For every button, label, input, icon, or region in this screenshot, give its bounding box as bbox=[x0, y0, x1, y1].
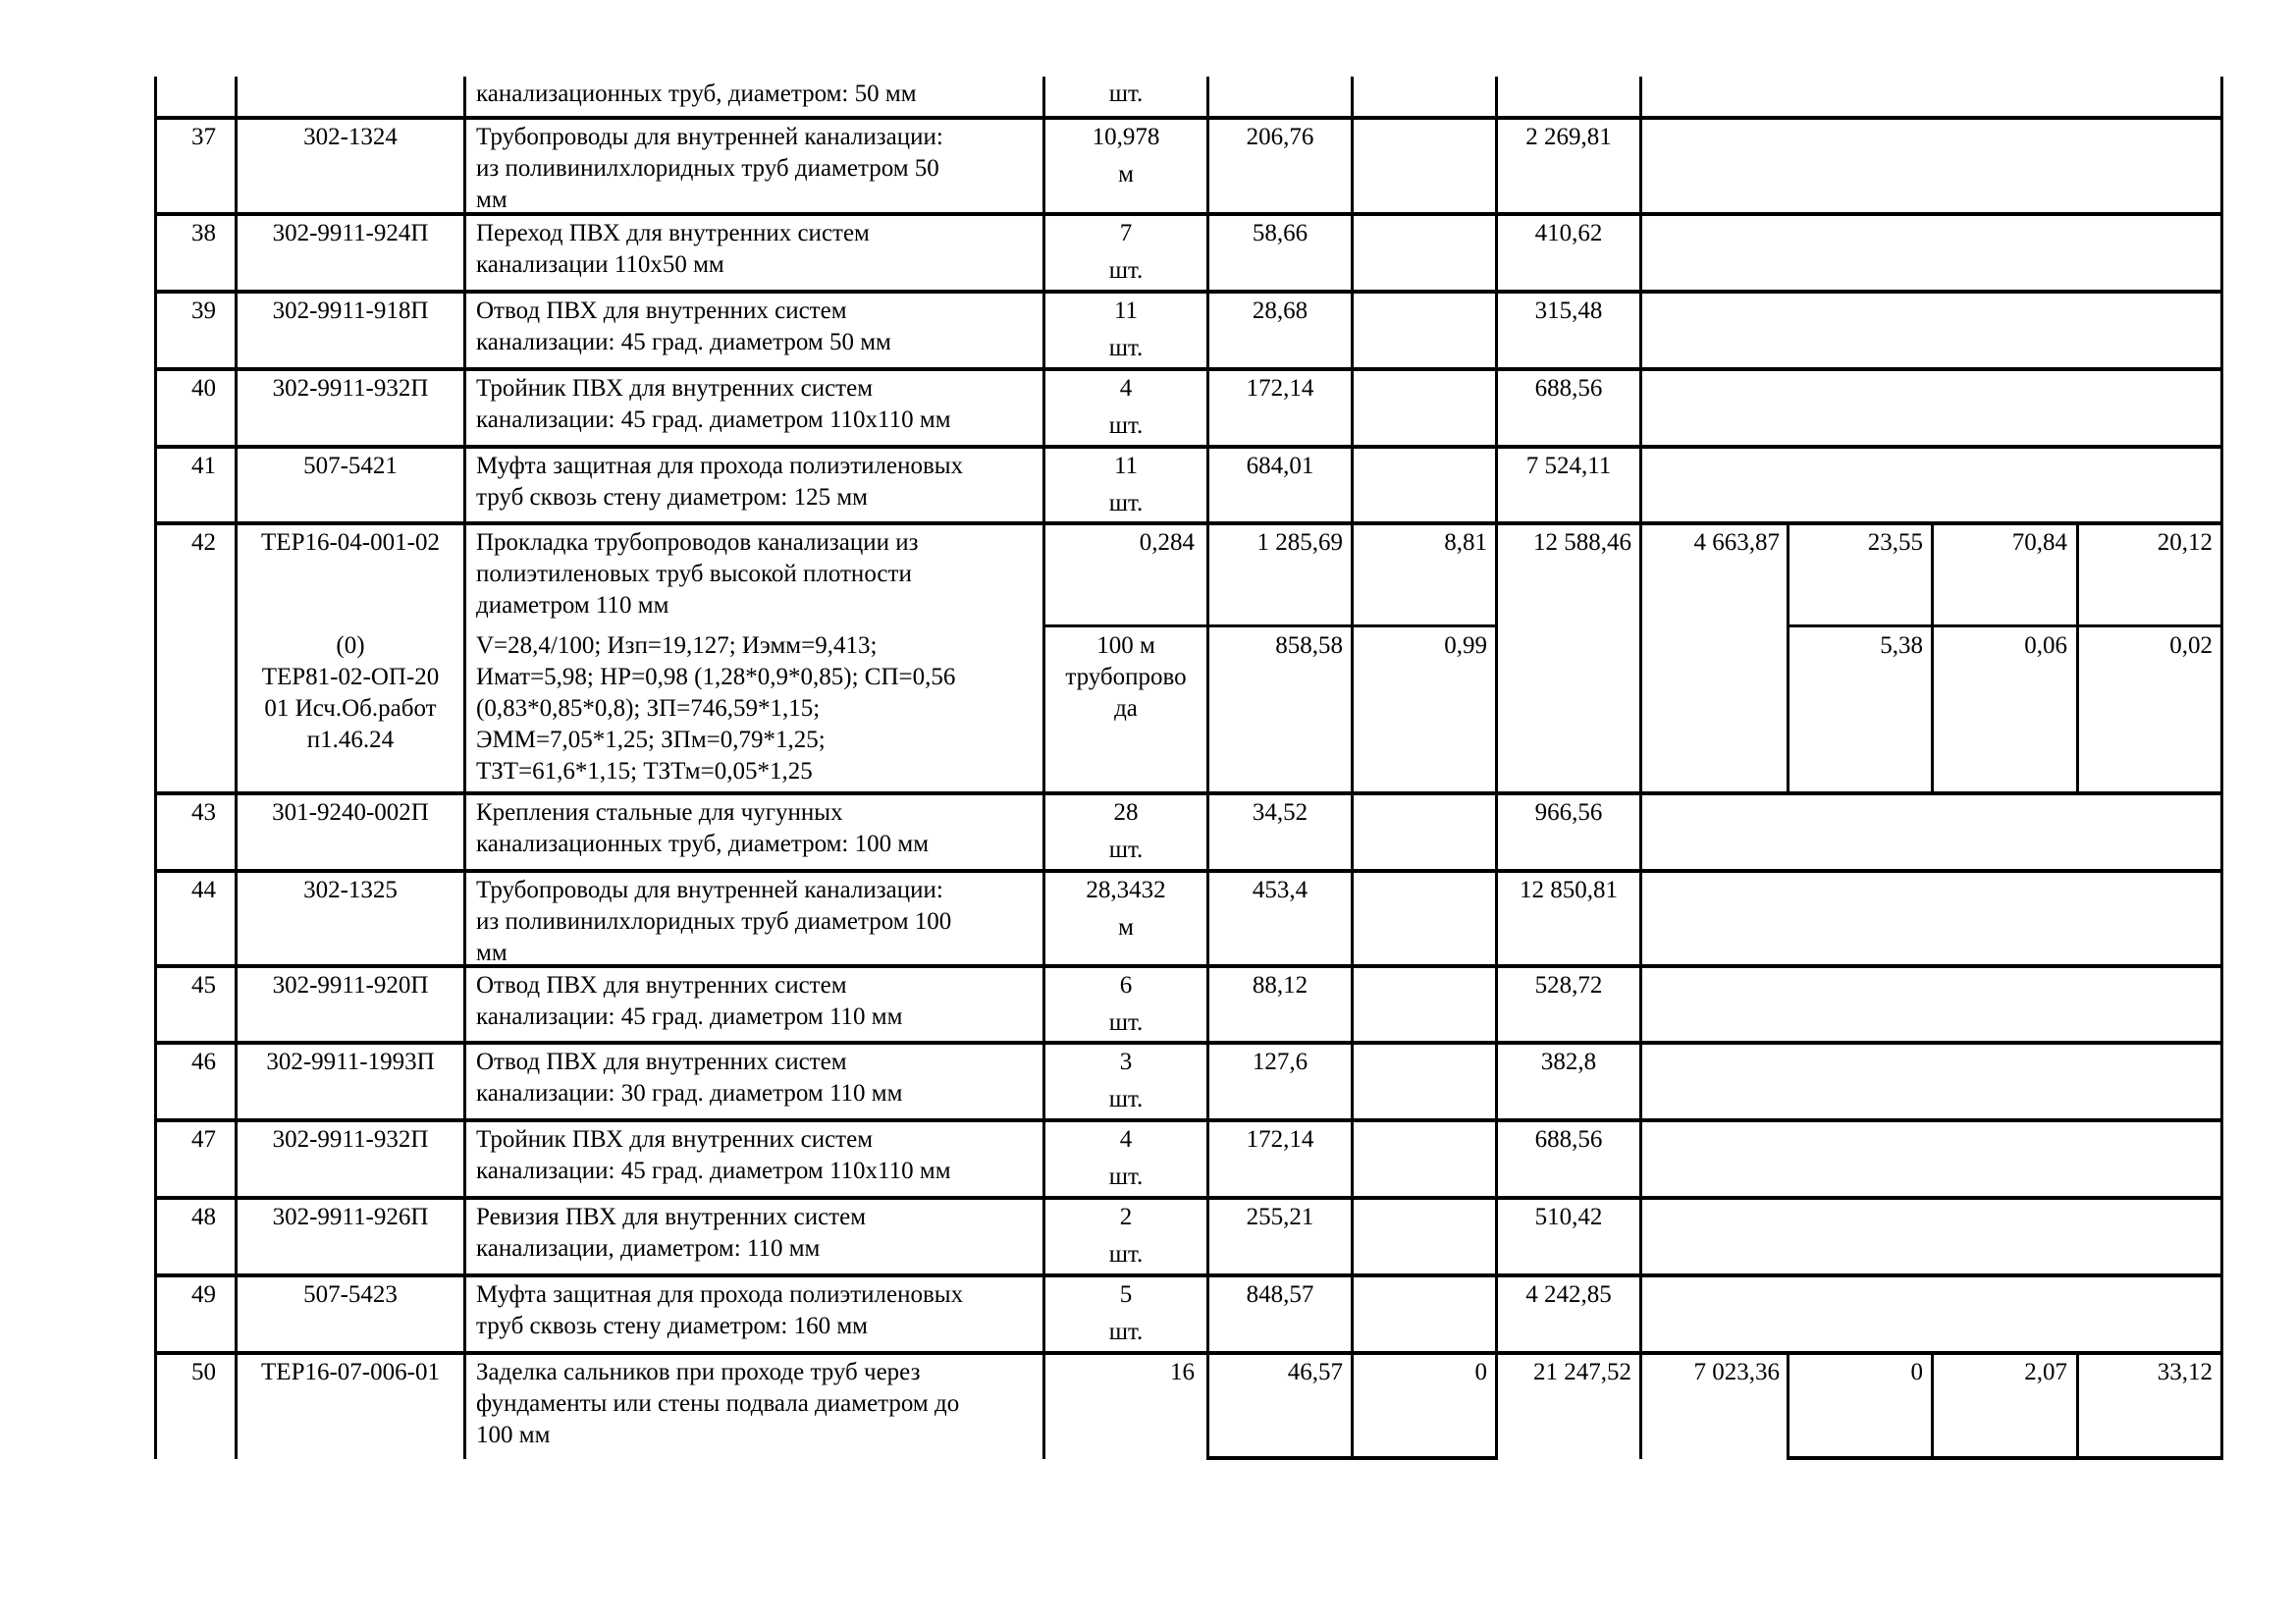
description-cell: Заделка сальников при проходе труб через фундаменты или стены подвала диаметром до 100 мм bbox=[476, 1359, 960, 1448]
code-cell: ТЕР16-07-006-01 bbox=[261, 1359, 440, 1385]
description-cell: Отвод ПВХ для внутренних систем канализации: 45 град. диаметром 50 мм bbox=[476, 298, 891, 355]
qty-cell: 5 bbox=[1119, 1281, 1133, 1308]
col-border bbox=[1639, 77, 1642, 1459]
description-cell: Отвод ПВХ для внутренних систем канализации: 45 град. диаметром 110 мм bbox=[476, 972, 903, 1030]
col-b-cell: 70,84 bbox=[2011, 529, 2067, 556]
col-c2-cell: 0,02 bbox=[2169, 632, 2213, 659]
code-cell: 302-9911-918П bbox=[272, 298, 429, 324]
price-emm-cell: 0 bbox=[1474, 1359, 1487, 1385]
total-zp-cell: 7 023,36 bbox=[1693, 1359, 1780, 1385]
col-border bbox=[1206, 77, 1209, 1459]
total-cell: 688,56 bbox=[1534, 375, 1603, 402]
row-border bbox=[1787, 624, 2223, 627]
unit-cell: шт. bbox=[1108, 412, 1144, 439]
row-border bbox=[1042, 624, 1498, 627]
price-cell: 28,68 bbox=[1252, 298, 1308, 324]
row-number: 42 bbox=[191, 529, 216, 556]
row-number: 39 bbox=[191, 298, 216, 324]
row-number: 50 bbox=[191, 1359, 216, 1385]
unit-cell: шт. bbox=[1108, 257, 1144, 284]
code-cell: ТЕР16-04-001-02 bbox=[261, 529, 440, 556]
col-c-cell: 33,12 bbox=[2157, 1359, 2213, 1385]
col-a-cell: 23,55 bbox=[1867, 529, 1923, 556]
code-cell: 507-5421 bbox=[303, 453, 398, 479]
description-cell: Трубопроводы для внутренней канализации: из поливинилхлоридных труб диаметром 50 мм bbox=[476, 124, 943, 213]
unit-cell: шт. bbox=[1108, 1164, 1144, 1190]
qty-cell: 28,3432 bbox=[1086, 877, 1166, 903]
row-number: 47 bbox=[191, 1126, 216, 1153]
col-a2-cell: 5,38 bbox=[1880, 632, 1923, 659]
row-number: 46 bbox=[191, 1049, 216, 1075]
total-cell: 688,56 bbox=[1534, 1126, 1603, 1153]
row-border bbox=[1787, 1456, 2223, 1460]
price-cell: 58,66 bbox=[1252, 220, 1308, 246]
price-cell: 255,21 bbox=[1246, 1204, 1314, 1230]
qty-cell: 2 bbox=[1119, 1204, 1133, 1230]
col-b-cell: 2,07 bbox=[2024, 1359, 2067, 1385]
row-number: 37 bbox=[191, 124, 216, 150]
qty-cell: 3 bbox=[1119, 1049, 1133, 1075]
row-number: 43 bbox=[191, 799, 216, 826]
col-border bbox=[235, 77, 238, 1459]
description-cell: Трубопроводы для внутренней канализации: из поливинилхлоридных труб диаметром 100 мм bbox=[476, 877, 952, 966]
total-cell: 12 850,81 bbox=[1520, 877, 1618, 903]
code-cell: 302-9911-926П bbox=[272, 1204, 429, 1230]
price-cell: 684,01 bbox=[1246, 453, 1314, 479]
unit-cell: шт. bbox=[1108, 1241, 1144, 1268]
description-cell: Тройник ПВХ для внутренних систем канализации: 45 град. диаметром 110х110 мм bbox=[476, 375, 951, 433]
total-cell: 4 242,85 bbox=[1525, 1281, 1612, 1308]
price-cell: 848,57 bbox=[1246, 1281, 1314, 1308]
unit-cell: шт. bbox=[1108, 837, 1144, 863]
qty-cell: 11 bbox=[1113, 453, 1139, 479]
col-border bbox=[2220, 77, 2223, 1459]
unit-cell: шт. bbox=[1108, 81, 1144, 107]
description-cell: Тройник ПВХ для внутренних систем канализации: 45 град. диаметром 110х110 мм bbox=[476, 1126, 951, 1184]
qty-cell: 6 bbox=[1119, 972, 1133, 999]
code-cell: 507-5423 bbox=[303, 1281, 398, 1308]
col-a-cell: 0 bbox=[1910, 1359, 1923, 1385]
unit-cell: шт. bbox=[1108, 1009, 1144, 1036]
row-number: 48 bbox=[191, 1204, 216, 1230]
price-cell: 34,52 bbox=[1252, 799, 1308, 826]
code-cell: 302-9911-932П bbox=[272, 375, 429, 402]
row-number: 40 bbox=[191, 375, 216, 402]
price-emm-cell: 8,81 bbox=[1444, 529, 1487, 556]
qty-cell: 10,978 bbox=[1092, 124, 1160, 150]
total-cell: 382,8 bbox=[1540, 1049, 1597, 1075]
qty-cell: 0,284 bbox=[1139, 529, 1195, 556]
col-border bbox=[154, 77, 157, 1459]
formula-cell: V=28,4/100; Изп=19,127; Иэмм=9,413; Имат=5,98; НР=0,98 (1,28*0,9*0,85); СП=0,56 (0,83*0,85*0,8); ЗП=746,59*1,15; ЭММ=7,05*1,25; ЗПм=0,79*1,25; ТЗТ=61,6*1,15; ТЗТм=0,05*1,25 bbox=[476, 632, 956, 785]
unit-cell: м bbox=[1118, 161, 1134, 188]
total-cell: 21 247,52 bbox=[1533, 1359, 1631, 1385]
code-cell: 302-9911-924П bbox=[272, 220, 429, 246]
description-cell: Муфта защитная для прохода полиэтиленовых труб сквозь стену диаметром: 125 мм bbox=[476, 453, 964, 511]
total-zp-cell: 4 663,87 bbox=[1693, 529, 1780, 556]
unit-cell: шт. bbox=[1108, 1319, 1144, 1345]
total-cell: 528,72 bbox=[1534, 972, 1603, 999]
code-cell: 301-9240-002П bbox=[272, 799, 429, 826]
price-cell: 453,4 bbox=[1252, 877, 1308, 903]
unit-cell: шт. bbox=[1108, 1086, 1144, 1112]
qty-cell: 7 bbox=[1119, 220, 1133, 246]
qty-cell: 11 bbox=[1113, 298, 1139, 324]
row-number: 44 bbox=[191, 877, 216, 903]
code-cell: 302-1324 bbox=[303, 124, 398, 150]
price-cell: 206,76 bbox=[1246, 124, 1314, 150]
description-cell: канализационных труб, диаметром: 50 мм bbox=[476, 81, 917, 107]
total-cell: 966,56 bbox=[1534, 799, 1603, 826]
price-cell: 1 285,69 bbox=[1256, 529, 1343, 556]
code-cell: 302-9911-932П bbox=[272, 1126, 429, 1153]
description-cell: Переход ПВХ для внутренних систем канализации 110х50 мм bbox=[476, 220, 870, 278]
total-cell: 410,62 bbox=[1534, 220, 1603, 246]
col-b2-cell: 0,06 bbox=[2024, 632, 2067, 659]
total-cell: 2 269,81 bbox=[1525, 124, 1612, 150]
price-zp-cell: 858,58 bbox=[1275, 632, 1343, 659]
price-cell: 172,14 bbox=[1246, 375, 1314, 402]
total-cell: 510,42 bbox=[1534, 1204, 1603, 1230]
unit-cell: 100 м трубопрово да bbox=[1065, 632, 1187, 722]
row-number: 45 bbox=[191, 972, 216, 999]
code-cell: 302-1325 bbox=[303, 877, 398, 903]
total-cell: 12 588,46 bbox=[1533, 529, 1631, 556]
unit-cell: шт. bbox=[1108, 490, 1144, 516]
code-cell: 302-9911-920П bbox=[272, 972, 429, 999]
col-c-cell: 20,12 bbox=[2157, 529, 2213, 556]
price-cell: 172,14 bbox=[1246, 1126, 1314, 1153]
qty-cell: 4 bbox=[1119, 1126, 1133, 1153]
col-border bbox=[463, 77, 466, 1459]
row-number: 38 bbox=[191, 220, 216, 246]
description-cell: Крепления стальные для чугунных канализационных труб, диаметром: 100 мм bbox=[476, 799, 930, 857]
code-note-cell: (0) ТЕР81-02-ОП-20 01 Исч.Об.работ п1.46.24 bbox=[261, 632, 440, 753]
qty-cell: 16 bbox=[1170, 1359, 1195, 1385]
qty-cell: 28 bbox=[1113, 799, 1139, 826]
description-cell: Прокладка трубопроводов канализации из полиэтиленовых труб высокой плотности диаметром 110 мм bbox=[476, 529, 919, 619]
description-cell: Ревизия ПВХ для внутренних систем канализации, диаметром: 110 мм bbox=[476, 1204, 867, 1262]
col-border bbox=[1351, 77, 1354, 1459]
col-border bbox=[1495, 77, 1498, 1459]
unit-cell: шт. bbox=[1108, 335, 1144, 361]
price-cell: 88,12 bbox=[1252, 972, 1308, 999]
code-cell: 302-9911-1993П bbox=[266, 1049, 435, 1075]
row-number: 41 bbox=[191, 453, 216, 479]
description-cell: Муфта защитная для прохода полиэтиленовых труб сквозь стену диаметром: 160 мм bbox=[476, 1281, 964, 1339]
unit-cell: м bbox=[1118, 914, 1134, 941]
qty-cell: 4 bbox=[1119, 375, 1133, 402]
price-cell: 46,57 bbox=[1287, 1359, 1343, 1385]
price-cell: 127,6 bbox=[1252, 1049, 1308, 1075]
row-number: 49 bbox=[191, 1281, 216, 1308]
total-cell: 315,48 bbox=[1534, 298, 1603, 324]
total-cell: 7 524,11 bbox=[1525, 453, 1612, 479]
description-cell: Отвод ПВХ для внутренних систем канализации: 30 град. диаметром 110 мм bbox=[476, 1049, 903, 1107]
price-zpm-cell: 0,99 bbox=[1444, 632, 1487, 659]
